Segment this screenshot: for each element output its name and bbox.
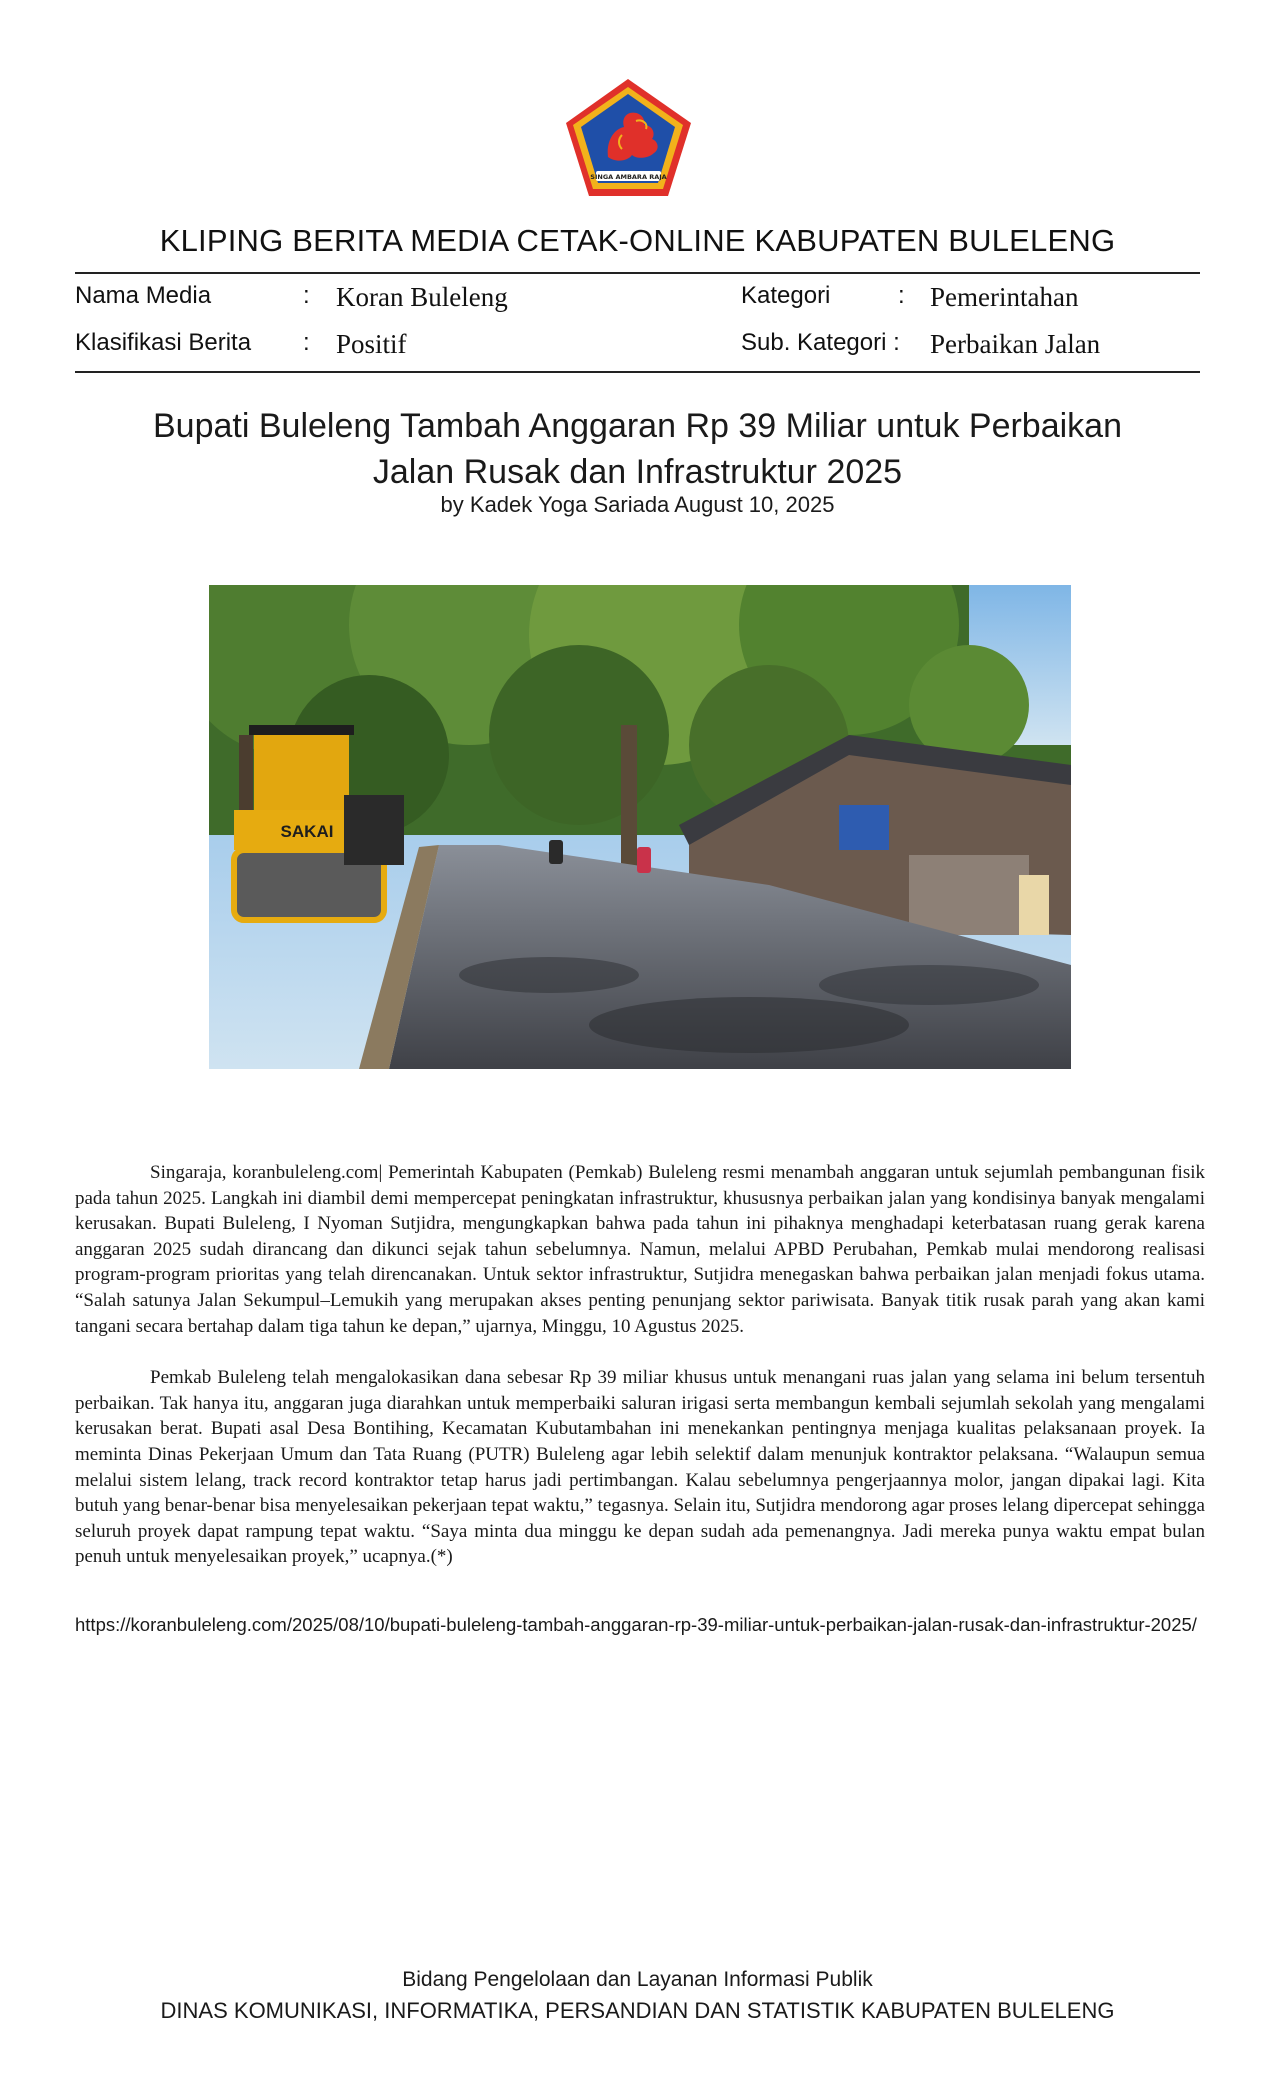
article-paragraph-1: Singaraja, koranbuleleng.com| Pemerintah Kabupaten (Pemkab) Buleleng resmi menambah anggaran untuk sejumlah pembangunan fisik pada tahun 2025. Langkah ini diambil demi mempercepat peningkatan infrastruktur, khususnya perbaikan jalan yang kondisinya banyak mengalami kerusakan. Bupati Buleleng, I Nyoman Sutjidra, mengungkapkan bahwa pada tahun ini pihaknya menghadapi keterbatasan ruang gerak karena anggaran 2025 sudah dirancang dan dikunci sejak tahun sebelumnya. Namun, melalui APBD Perubahan, Pemkab mulai mendorong realisasi program-program prioritas yang telah direncanakan. Untuk sektor infrastruktur, Sutjidra menegaskan bahwa perbaikan jalan menjadi fokus utama. “Salah satunya Jalan Sekumpul–Lemukih yang merupakan akses penting penunjang sektor pariwisata. Banyak titik rusak parah yang akan kami tangani secara bertahap dalam tiga tahun ke depan,” ujarnya, Minggu, 10 Agustus 2025.: [75, 1162, 1205, 1337]
klasifikasi-value: Positif: [336, 329, 407, 359]
logo-motto-text: SINGA AMBARA RAJA: [590, 173, 667, 181]
header-bottom-rule: [75, 371, 1200, 373]
headline-line-2: Jalan Rusak dan Infrastruktur 2025: [372, 453, 903, 491]
klasifikasi-colon: :: [303, 329, 310, 356]
headline-line-1: Bupati Buleleng Tambah Anggaran Rp 39 Miliar untuk Perbaikan: [153, 407, 1122, 445]
article-paragraph-2: Pemkab Buleleng telah mengalokasikan dana sebesar Rp 39 miliar khusus untuk menangani ruas jalan yang selama ini belum tersentuh perbaikan. Tak hanya itu, anggaran juga diarahkan untuk memperbaiki saluran irigasi serta membangun kembali sejumlah sekolah yang mengalami kerusakan berat. Bupati asal Desa Bontihing, Kecamatan Kubutambahan ini menekankan pentingnya menjaga kualitas pelaksanaan proyek. Ia meminta Dinas Pekerjaan Umum dan Tata Ruang (PUTR) Buleleng agar lebih selektif dalam menunjuk kontraktor pelaksana. “Walaupun semua melalui sistem lelang, track record kontraktor tetap harus jadi pertimbangan. Kalau sebelumnya pengerjaannya molor, jangan dipakai lagi. Kita butuh yang benar-benar bisa menyelesaikan pekerjaan tepat waktu,” tegasnya. Selain itu, Sutjidra mendorong agar proses lelang dipercepat sehingga seluruh proyek dapat rampung tepat waktu. “Saya minta dua minggu ke depan sudah ada pemenangnya. Jadi mereka punya waktu empat bulan penuh untuk menyelesaikan proyek,” ucapnya.(*): [75, 1367, 1205, 1568]
article-byline: by Kadek Yoga Sariada August 10, 2025: [440, 492, 835, 517]
article-photo: [209, 585, 1071, 1069]
article-body: [75, 1160, 1205, 1596]
media-label: Nama Media: [75, 282, 212, 309]
klasifikasi-label: Klasifikasi Berita: [75, 329, 252, 356]
footer-division: Bidang Pengelolaan dan Layanan Informasi Publik: [402, 1968, 873, 1991]
header-top-rule: [75, 272, 1200, 274]
subkategori-value: Perbaikan Jalan: [930, 329, 1101, 359]
source-url-link[interactable]: https://koranbuleleng.com/2025/08/10/bupati-buleleng-tambah-anggaran-rp-39-miliar-untuk-perbaikan-jalan-rusak-dan-infrastruktur-2025/: [75, 1614, 1197, 1635]
kategori-value: Pemerintahan: [930, 282, 1079, 312]
media-colon: :: [303, 282, 310, 309]
subkategori-label: Sub. Kategori :: [741, 329, 900, 356]
document-title: KLIPING BERITA MEDIA CETAK-ONLINE KABUPATEN BULELENG: [159, 223, 1116, 258]
article-headline: [0, 403, 1275, 495]
roller-brand-text: SAKAI: [280, 822, 334, 841]
footer-agency: DINAS KOMUNIKASI, INFORMATIKA, PERSANDIAN DAN STATISTIK KABUPATEN BULELENG: [160, 1998, 1115, 2023]
buleleng-emblem-logo: [562, 75, 695, 200]
kategori-label: Kategori: [741, 282, 831, 309]
kategori-colon: :: [898, 282, 905, 309]
media-value: Koran Buleleng: [336, 282, 508, 312]
